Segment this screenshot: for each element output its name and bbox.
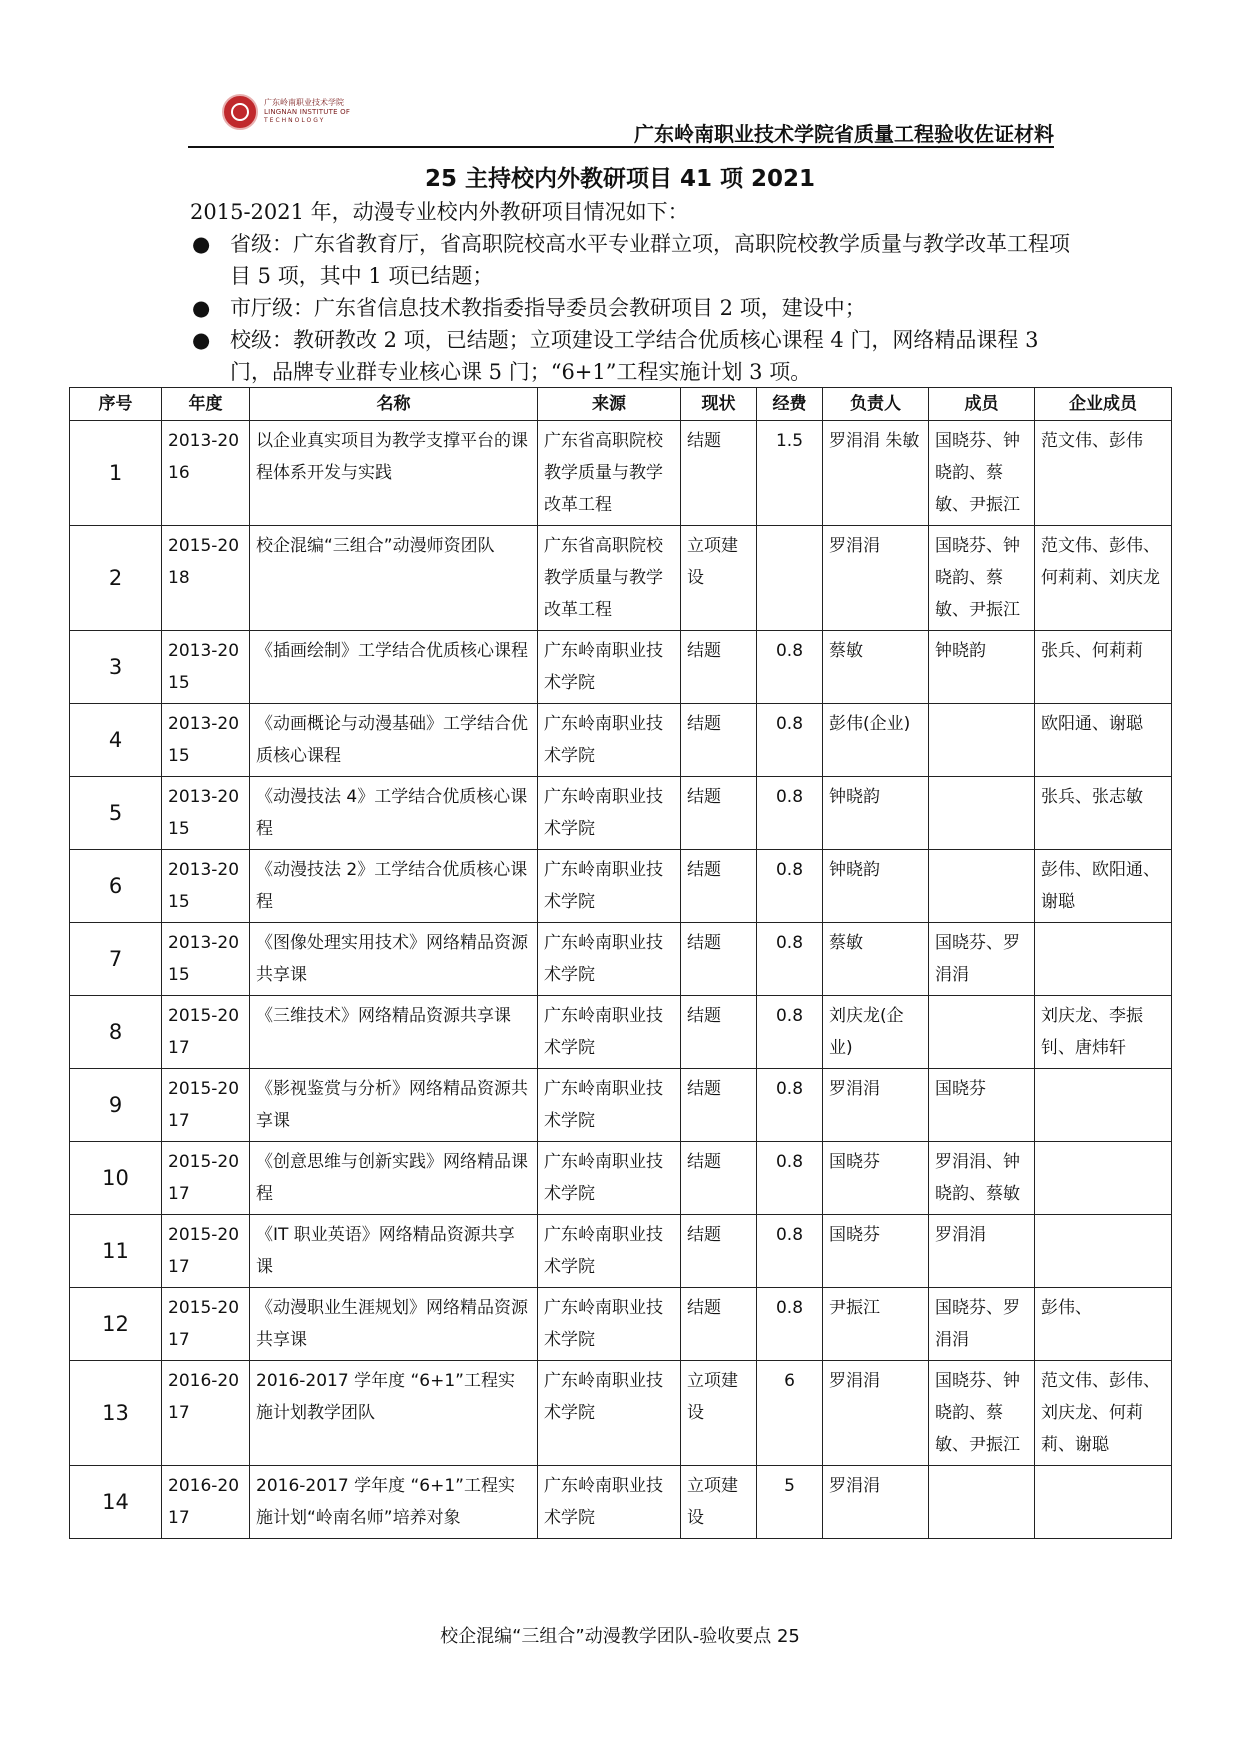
bullet-icon: ● xyxy=(192,232,211,256)
cell-status: 结题 xyxy=(681,1069,757,1142)
cell-status: 结题 xyxy=(681,777,757,850)
cell-company-members: 张兵、张志敏 xyxy=(1035,777,1172,850)
cell-status: 结题 xyxy=(681,850,757,923)
cell-year: 2015-2017 xyxy=(162,1069,250,1142)
cell-name: 《三维技术》网络精品资源共享课 xyxy=(250,996,538,1069)
col-header-status: 现状 xyxy=(681,388,757,421)
cell-members xyxy=(929,1466,1035,1539)
cell-company-members xyxy=(1035,1215,1172,1288)
cell-company-members: 范文伟、彭伟、何莉莉、刘庆龙 xyxy=(1035,526,1172,631)
table-header-row xyxy=(70,388,1172,421)
cell-funding: 0.8 xyxy=(757,1142,823,1215)
cell-source: 广东岭南职业技术学院 xyxy=(538,923,681,996)
cell-source: 广东岭南职业技术学院 xyxy=(538,1215,681,1288)
cell-name: 《动漫技法 4》工学结合优质核心课程 xyxy=(250,777,538,850)
cell-source: 广东岭南职业技术学院 xyxy=(538,1142,681,1215)
table-row xyxy=(70,1069,1172,1142)
cell-company-members: 范文伟、彭伟 xyxy=(1035,421,1172,526)
cell-no: 11 xyxy=(70,1215,162,1288)
header-title: 广东岭南职业技术学院省质量工程验收佐证材料 xyxy=(634,122,1054,146)
cell-company-members xyxy=(1035,1069,1172,1142)
table-row xyxy=(70,1361,1172,1466)
cell-members xyxy=(929,777,1035,850)
cell-year: 2013-2015 xyxy=(162,850,250,923)
page-title: 25 主持校内外教研项目 41 项 2021 xyxy=(424,166,816,192)
cell-year: 2013-2015 xyxy=(162,777,250,850)
cell-funding: 0.8 xyxy=(757,631,823,704)
cell-leader: 蔡敏 xyxy=(823,631,929,704)
table-row xyxy=(70,850,1172,923)
table-row xyxy=(70,1288,1172,1361)
cell-leader: 罗涓涓 xyxy=(823,526,929,631)
cell-name: 《动漫技法 2》工学结合优质核心课程 xyxy=(250,850,538,923)
cell-status: 结题 xyxy=(681,1288,757,1361)
cell-status: 结题 xyxy=(681,421,757,526)
cell-year: 2013-2015 xyxy=(162,923,250,996)
cell-company-members: 彭伟、 xyxy=(1035,1288,1172,1361)
cell-no: 3 xyxy=(70,631,162,704)
cell-members xyxy=(929,996,1035,1069)
cell-name: 《动漫职业生涯规划》网络精品资源共享课 xyxy=(250,1288,538,1361)
cell-no: 2 xyxy=(70,526,162,631)
cell-members: 国晓芬、罗涓涓 xyxy=(929,1288,1035,1361)
cell-company-members xyxy=(1035,1142,1172,1215)
cell-company-members: 欧阳通、谢聪 xyxy=(1035,704,1172,777)
cell-status: 立项建设 xyxy=(681,1361,757,1466)
table-row xyxy=(70,704,1172,777)
bullet-text: 市厅级：广东省信息技术教指委指导委员会教研项目 2 项，建设中； xyxy=(230,296,866,320)
bullet-item-provincial xyxy=(190,228,1070,292)
cell-company-members xyxy=(1035,1466,1172,1539)
cell-no: 13 xyxy=(70,1361,162,1466)
col-header-source: 来源 xyxy=(538,388,681,421)
table-row xyxy=(70,1466,1172,1539)
col-header-funding: 经费 xyxy=(757,388,823,421)
cell-no: 5 xyxy=(70,777,162,850)
cell-source: 广东岭南职业技术学院 xyxy=(538,1069,681,1142)
cell-funding: 0.8 xyxy=(757,1215,823,1288)
cell-no: 10 xyxy=(70,1142,162,1215)
cell-status: 结题 xyxy=(681,923,757,996)
cell-source: 广东省高职院校教学质量与教学改革工程 xyxy=(538,421,681,526)
cell-status: 立项建设 xyxy=(681,526,757,631)
cell-leader: 罗涓涓 朱敏 xyxy=(823,421,929,526)
cell-funding: 5 xyxy=(757,1466,823,1539)
cell-members xyxy=(929,704,1035,777)
table-row xyxy=(70,996,1172,1069)
col-header-members: 成员 xyxy=(929,388,1035,421)
cell-members: 国晓芬、罗涓涓 xyxy=(929,923,1035,996)
cell-status: 结题 xyxy=(681,1215,757,1288)
col-header-company-members: 企业成员 xyxy=(1035,388,1172,421)
table-row xyxy=(70,1215,1172,1288)
school-logo xyxy=(222,94,362,134)
table-row xyxy=(70,631,1172,704)
cell-year: 2016-2017 xyxy=(162,1361,250,1466)
cell-company-members xyxy=(1035,923,1172,996)
cell-name: 2016-2017 学年度 “6+1”工程实施计划“岭南名师”培养对象 xyxy=(250,1466,538,1539)
cell-funding: 0.8 xyxy=(757,850,823,923)
cell-leader: 刘庆龙(企业) xyxy=(823,996,929,1069)
cell-year: 2013-2015 xyxy=(162,704,250,777)
cell-year: 2015-2017 xyxy=(162,996,250,1069)
cell-status: 结题 xyxy=(681,704,757,777)
cell-members: 国晓芬、钟晓韵、蔡敏、尹振江 xyxy=(929,1361,1035,1466)
table-row xyxy=(70,526,1172,631)
cell-year: 2015-2018 xyxy=(162,526,250,631)
cell-name: 2016-2017 学年度 “6+1”工程实施计划教学团队 xyxy=(250,1361,538,1466)
cell-name: 以企业真实项目为教学支撑平台的课程体系开发与实践 xyxy=(250,421,538,526)
cell-leader: 国晓芬 xyxy=(823,1215,929,1288)
cell-members: 罗涓涓、钟晓韵、蔡敏 xyxy=(929,1142,1035,1215)
cell-members: 罗涓涓 xyxy=(929,1215,1035,1288)
cell-members xyxy=(929,850,1035,923)
table-row xyxy=(70,421,1172,526)
col-header-year: 年度 xyxy=(162,388,250,421)
bullet-icon: ● xyxy=(192,296,211,320)
cell-source: 广东岭南职业技术学院 xyxy=(538,1288,681,1361)
school-seal-icon xyxy=(222,94,258,130)
cell-leader: 罗涓涓 xyxy=(823,1466,929,1539)
cell-status: 结题 xyxy=(681,1142,757,1215)
cell-no: 1 xyxy=(70,421,162,526)
cell-members: 国晓芬 xyxy=(929,1069,1035,1142)
page-footer: 校企混编“三组合”动漫教学团队-验收要点 25 xyxy=(440,1626,800,1647)
cell-members: 国晓芬、钟晓韵、蔡敏、尹振江 xyxy=(929,421,1035,526)
cell-status: 立项建设 xyxy=(681,1466,757,1539)
bullet-text: 校级：教研教改 2 项，已结题；立项建设工学结合优质核心课程 4 门，网络精品课程 3 门，品牌专业群专业核心课 5 门；“6+1”工程实施计划 3 项。 xyxy=(230,328,1039,384)
cell-source: 广东岭南职业技术学院 xyxy=(538,996,681,1069)
logo-chinese-name: 广东岭南职业技术学院 xyxy=(264,98,344,107)
cell-name: 《图像处理实用技术》网络精品资源共享课 xyxy=(250,923,538,996)
cell-members: 钟晓韵 xyxy=(929,631,1035,704)
cell-year: 2013-2015 xyxy=(162,631,250,704)
cell-no: 4 xyxy=(70,704,162,777)
cell-source: 广东岭南职业技术学院 xyxy=(538,850,681,923)
cell-name: 《插画绘制》工学结合优质核心课程 xyxy=(250,631,538,704)
cell-funding: 0.8 xyxy=(757,1288,823,1361)
col-header-name: 名称 xyxy=(250,388,538,421)
col-header-leader: 负责人 xyxy=(823,388,929,421)
cell-funding: 0.8 xyxy=(757,1069,823,1142)
cell-funding xyxy=(757,526,823,631)
cell-funding: 0.8 xyxy=(757,923,823,996)
cell-no: 7 xyxy=(70,923,162,996)
cell-members: 国晓芬、钟晓韵、蔡敏、尹振江 xyxy=(929,526,1035,631)
cell-no: 12 xyxy=(70,1288,162,1361)
intro-text: 2015-2021 年，动漫专业校内外教研项目情况如下： xyxy=(190,200,689,224)
cell-no: 8 xyxy=(70,996,162,1069)
cell-company-members: 彭伟、欧阳通、谢聪 xyxy=(1035,850,1172,923)
cell-leader: 国晓芬 xyxy=(823,1142,929,1215)
cell-name: 《IT 职业英语》网络精品资源共享课 xyxy=(250,1215,538,1288)
bullet-list xyxy=(190,228,1070,388)
cell-funding: 6 xyxy=(757,1361,823,1466)
cell-leader: 尹振江 xyxy=(823,1288,929,1361)
cell-year: 2015-2017 xyxy=(162,1215,250,1288)
cell-source: 广东岭南职业技术学院 xyxy=(538,1466,681,1539)
table-row xyxy=(70,923,1172,996)
cell-source: 广东岭南职业技术学院 xyxy=(538,1361,681,1466)
header-divider xyxy=(188,146,1054,148)
logo-english-name: LINGNAN INSTITUTE OF xyxy=(264,108,351,116)
cell-no: 9 xyxy=(70,1069,162,1142)
cell-funding: 0.8 xyxy=(757,996,823,1069)
cell-source: 广东岭南职业技术学院 xyxy=(538,631,681,704)
projects-table xyxy=(69,387,1172,1539)
cell-name: 《影视鉴赏与分析》网络精品资源共享课 xyxy=(250,1069,538,1142)
cell-funding: 0.8 xyxy=(757,777,823,850)
cell-name: 校企混编“三组合”动漫师资团队 xyxy=(250,526,538,631)
cell-source: 广东省高职院校教学质量与教学改革工程 xyxy=(538,526,681,631)
cell-name: 《创意思维与创新实践》网络精品课程 xyxy=(250,1142,538,1215)
cell-source: 广东岭南职业技术学院 xyxy=(538,704,681,777)
cell-year: 2013-2016 xyxy=(162,421,250,526)
bullet-text: 省级：广东省教育厅，省高职院校高水平专业群立项，高职院校教学质量与教学改革工程项目 5 项，其中 1 项已结题； xyxy=(230,232,1070,288)
cell-company-members: 范文伟、彭伟、刘庆龙、何莉莉、谢聪 xyxy=(1035,1361,1172,1466)
cell-leader: 罗涓涓 xyxy=(823,1361,929,1466)
cell-status: 结题 xyxy=(681,996,757,1069)
cell-leader: 彭伟(企业) xyxy=(823,704,929,777)
cell-year: 2016-2017 xyxy=(162,1466,250,1539)
cell-no: 14 xyxy=(70,1466,162,1539)
cell-funding: 0.8 xyxy=(757,704,823,777)
bullet-item-school xyxy=(190,324,1070,388)
table-row xyxy=(70,1142,1172,1215)
logo-english-name-2: TECHNOLOGY xyxy=(264,117,326,124)
table-row xyxy=(70,777,1172,850)
cell-leader: 钟晓韵 xyxy=(823,850,929,923)
cell-company-members: 张兵、何莉莉 xyxy=(1035,631,1172,704)
cell-leader: 钟晓韵 xyxy=(823,777,929,850)
bullet-item-municipal xyxy=(190,292,1070,324)
cell-company-members: 刘庆龙、李振钊、唐炜轩 xyxy=(1035,996,1172,1069)
cell-funding: 1.5 xyxy=(757,421,823,526)
cell-status: 结题 xyxy=(681,631,757,704)
cell-name: 《动画概论与动漫基础》工学结合优质核心课程 xyxy=(250,704,538,777)
cell-year: 2015-2017 xyxy=(162,1142,250,1215)
cell-no: 6 xyxy=(70,850,162,923)
bullet-icon: ● xyxy=(192,328,211,352)
col-header-no: 序号 xyxy=(70,388,162,421)
cell-leader: 蔡敏 xyxy=(823,923,929,996)
cell-source: 广东岭南职业技术学院 xyxy=(538,777,681,850)
cell-year: 2015-2017 xyxy=(162,1288,250,1361)
cell-leader: 罗涓涓 xyxy=(823,1069,929,1142)
